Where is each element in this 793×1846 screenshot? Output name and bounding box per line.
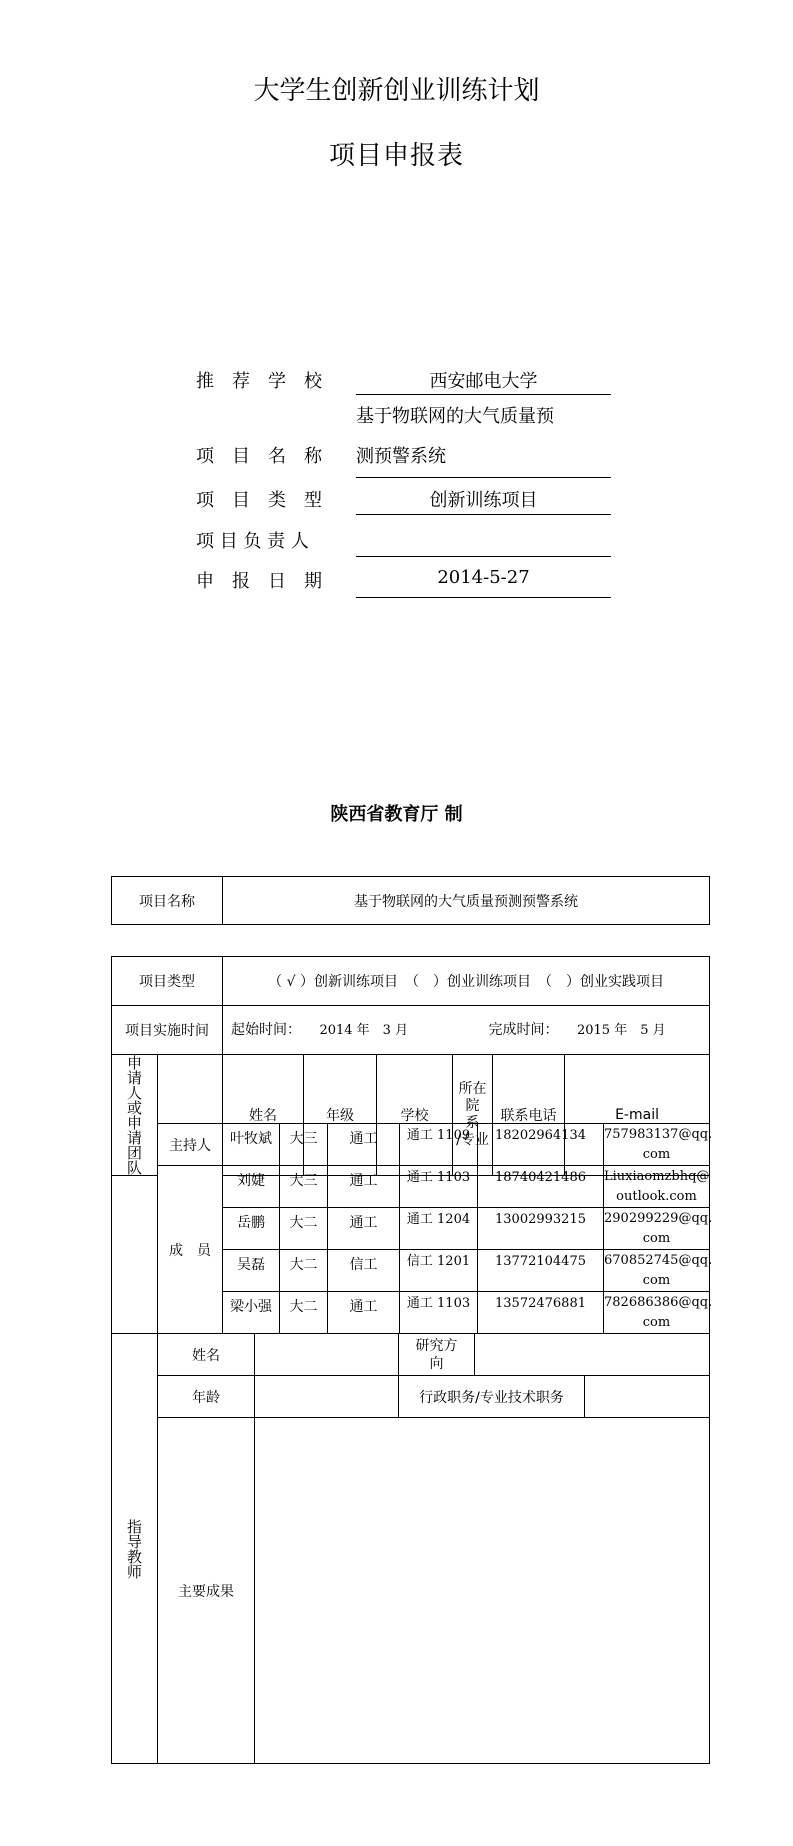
project-name-label: 项 目 名 称 [196, 446, 322, 467]
header-dept-line3: /专业 [456, 1132, 489, 1148]
project-type-cell-label: 项目类型 [112, 957, 223, 1006]
underline [356, 597, 611, 598]
member-email [604, 1250, 713, 1292]
member-grade: 大三 [280, 1166, 328, 1208]
project-type-cell-value: （ √ ）创新训练项目 （ ）创业训练项目 （ ）创业实践项目 [223, 957, 710, 1006]
member-name: 岳鹏 [223, 1208, 280, 1250]
email-line1: 670852745@qq. [604, 1252, 713, 1268]
email-line1: 290299229@qq. [604, 1210, 713, 1226]
member-school: 通工 [328, 1166, 400, 1208]
email-line1: 757983137@qq. [604, 1126, 713, 1142]
project-name-value-line2: 测预警系统 [356, 446, 446, 467]
member-name: 叶牧斌 [223, 1124, 280, 1166]
email-line2: com [642, 1146, 671, 1162]
members-table [111, 1123, 713, 1334]
applicant-group-spacer [112, 1124, 158, 1334]
advisor-age-label: 年龄 [158, 1376, 255, 1418]
member-grade: 大三 [280, 1124, 328, 1166]
report-date-label: 申 报 日 期 [196, 571, 322, 592]
advisor-achievements-value [255, 1418, 710, 1764]
research-line1: 研究方 [415, 1337, 458, 1354]
email-line2: com [642, 1314, 671, 1330]
member-phone: 13772104475 [478, 1250, 604, 1292]
email-line2: com [642, 1272, 671, 1288]
recommend-school-label: 推 荐 学 校 [196, 371, 322, 392]
project-type-value: 创新训练项目 [429, 490, 538, 511]
form-title: 大学生创新创业训练计划 [253, 76, 540, 106]
member-phone: 13572476881 [478, 1292, 604, 1334]
header-name: 姓名 [223, 1055, 304, 1176]
member-phone: 18202964134 [478, 1124, 604, 1166]
advisor-name-value [255, 1334, 399, 1376]
email-line1: 782686386@qq. [604, 1294, 713, 1310]
member-dept: 通工 1103 [400, 1166, 478, 1208]
advisor-research-label [399, 1334, 475, 1376]
member-grade: 大二 [280, 1208, 328, 1250]
header-dept-line2: 系 [465, 1115, 480, 1131]
project-name-table [111, 876, 710, 925]
project-name-value-line1: 基于物联网的大气质量预 [356, 406, 554, 427]
member-school: 通工 [328, 1292, 400, 1334]
member-dept: 通工 1204 [400, 1208, 478, 1250]
header-email: E-mail [565, 1055, 710, 1176]
project-type-label: 项 目 类 型 [196, 490, 322, 511]
member-phone: 13002993215 [478, 1208, 604, 1250]
advisor-group-cell [112, 1334, 158, 1764]
start-value: 2014 年 3 月 [319, 1023, 409, 1038]
start-label: 起始时间： [231, 1022, 301, 1038]
underline [356, 556, 611, 557]
form-subtitle: 项目申报表 [328, 141, 464, 171]
member-school: 通工 [328, 1124, 400, 1166]
member-school: 通工 [328, 1208, 400, 1250]
email-line1: Liuxiaomzbhq@ [604, 1168, 710, 1184]
research-line2: 向 [429, 1355, 444, 1372]
members-label: 成 员 [158, 1166, 223, 1334]
header-dept-line1: 所在院 [458, 1081, 487, 1114]
end-value: 2015 年 5 月 [576, 1023, 666, 1038]
member-dept: 通工 1109 [400, 1124, 478, 1166]
header-school: 学校 [377, 1055, 453, 1176]
underline [356, 477, 611, 478]
member-grade: 大二 [280, 1250, 328, 1292]
project-name-cell-label: 项目名称 [112, 877, 223, 925]
member-name: 刘婕 [223, 1166, 280, 1208]
advisor-name-label: 姓名 [158, 1334, 255, 1376]
header-phone: 联系电话 [493, 1055, 565, 1176]
member-dept: 信工 1201 [400, 1250, 478, 1292]
member-grade: 大二 [280, 1292, 328, 1334]
issuing-department: 陕西省教育厅 制 [330, 804, 463, 825]
member-email [604, 1208, 713, 1250]
member-email [604, 1124, 713, 1166]
header-grade: 年级 [304, 1055, 377, 1176]
member-dept: 通工 1103 [400, 1292, 478, 1334]
period-cell-label: 项目实施时间 [112, 1006, 223, 1055]
underline [356, 514, 611, 515]
advisor-title-value [585, 1376, 710, 1418]
email-line2: outlook.com [616, 1188, 697, 1204]
member-name: 吴磊 [223, 1250, 280, 1292]
member-school: 信工 [328, 1250, 400, 1292]
email-line2: com [642, 1230, 671, 1246]
applicant-group-label: 申请人或申请团队 [125, 1055, 143, 1175]
advisor-age-value [255, 1376, 399, 1418]
report-date-value: 2014-5-27 [437, 567, 530, 588]
project-leader-label: 项 目 负 责 人 [196, 531, 309, 552]
leader-label: 主持人 [158, 1124, 223, 1166]
advisor-research-value [475, 1334, 710, 1376]
end-label: 完成时间： [488, 1022, 559, 1038]
advisor-group-label: 指导教师 [125, 1518, 143, 1579]
recommend-school-value: 西安邮电大学 [429, 371, 538, 392]
advisor-title-label: 行政职务/专业技术职务 [399, 1376, 585, 1418]
project-name-cell-value: 基于物联网的大气质量预测预警系统 [223, 877, 710, 925]
advisor-table [111, 1333, 710, 1764]
member-email [604, 1292, 713, 1334]
member-email [604, 1166, 710, 1208]
member-phone: 18740421486 [478, 1166, 604, 1208]
underline [356, 394, 611, 395]
period-cell-value [223, 1006, 710, 1055]
member-name: 梁小强 [223, 1292, 280, 1334]
advisor-achievements-label: 主要成果 [158, 1418, 255, 1764]
